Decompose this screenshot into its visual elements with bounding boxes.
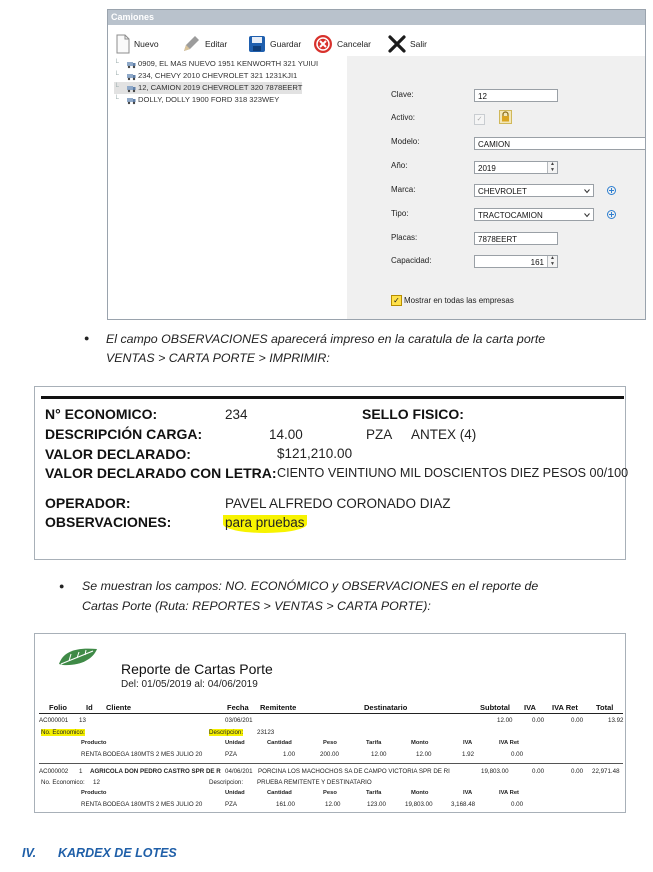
- tree-item[interactable]: [114, 58, 318, 70]
- row2-iva: 0.00: [532, 768, 545, 775]
- col-id: Id: [86, 703, 93, 712]
- row2-iva-ret: 0.00: [571, 768, 584, 775]
- tipo-label: Tipo:: [391, 209, 409, 218]
- tree-item-selected[interactable]: [114, 82, 302, 94]
- sub-unidad: Unidad: [225, 740, 245, 746]
- tree-item-label: 0909, EL MAS NUEVO 1951 KENWORTH 321 YUIUI: [138, 59, 319, 68]
- tree-item-label: 12, CAMION 2019 CHEVROLET 320 7878EERT: [138, 83, 303, 92]
- row1-peso: 200.00: [320, 751, 339, 758]
- cancelar-button[interactable]: [313, 33, 371, 55]
- no-economico-value: 234: [225, 407, 248, 422]
- sub-peso: Peso: [323, 740, 337, 746]
- section-number: IV.: [22, 846, 37, 860]
- cancel-icon: [313, 34, 333, 54]
- col-fecha: Fecha: [227, 703, 249, 712]
- truck-icon: [126, 59, 136, 69]
- valor-value: $121,210.00: [277, 446, 353, 461]
- sub-unidad: Unidad: [225, 790, 245, 796]
- row1-folio: AC000001: [39, 717, 69, 724]
- row1-p-iva: 1.92: [462, 751, 475, 758]
- row2-cantidad: 161.00: [276, 801, 295, 808]
- row2-cliente: AGRICOLA DON PEDRO CASTRO SPR DE R: [90, 768, 221, 775]
- observaciones-value: para pruebas: [223, 515, 307, 533]
- add-marca-icon[interactable]: [607, 186, 616, 195]
- row2-producto: RENTA BODEGA 180MTS 2 MES JULIO 20: [81, 801, 203, 808]
- reporte-cartas-porte: [34, 633, 626, 813]
- chevron-down-icon: [584, 188, 590, 194]
- camiones-tree: [108, 56, 348, 320]
- tree-item-label: 234, CHEVY 2010 CHEVROLET 321 1231KJI1: [138, 71, 298, 80]
- pencil-icon: [181, 34, 201, 54]
- row1-unidad: PZA: [225, 751, 238, 758]
- row2-no-economico-label: No. Economico:: [41, 779, 85, 786]
- modelo-label: Modelo:: [391, 137, 420, 146]
- placas-label: Placas:: [391, 233, 418, 242]
- row2-descripcion-label: Descripcion:: [209, 779, 244, 786]
- sub-monto: Monto: [411, 740, 429, 746]
- row1-fecha: 03/06/201: [225, 717, 253, 724]
- salir-label: Salir: [410, 39, 428, 49]
- row2-remitente: PORCINA LOS MACHOCHOS SA DE: [258, 768, 363, 775]
- truck-icon: [126, 71, 136, 81]
- col-total: Total: [596, 703, 614, 712]
- valor-letra-value: CIENTO VEINTIUNO MIL DOSCIENTOS DIEZ PESOS 00/100: [277, 466, 629, 480]
- row1-cantidad: 1.00: [283, 751, 296, 758]
- sello-label: SELLO FISICO:: [362, 406, 464, 422]
- valor-letra-label: VALOR DECLARADO CON LETRA:: [45, 465, 277, 481]
- editar-label: Editar: [205, 39, 228, 49]
- clave-input[interactable]: 12: [474, 89, 558, 102]
- nuevo-label: Nuevo: [134, 39, 159, 49]
- truck-icon: [126, 83, 136, 93]
- bullet1-line2: VENTAS > CARTA PORTE > IMPRIMIR:: [106, 351, 330, 365]
- nuevo-button[interactable]: [116, 33, 159, 55]
- tree-item[interactable]: [114, 94, 279, 106]
- capacidad-stepper[interactable]: [474, 255, 558, 268]
- marca-label: Marca:: [391, 185, 416, 194]
- activo-checkbox[interactable]: ✓: [474, 114, 485, 125]
- col-destinatario: Destinatario: [364, 703, 408, 712]
- sub-tarifa: Tarifa: [366, 790, 382, 796]
- row2-folio: AC000002: [39, 768, 69, 775]
- sub-producto: Producto: [81, 790, 107, 796]
- valor-label: VALOR DECLARADO:: [45, 446, 191, 462]
- save-icon: [248, 35, 266, 53]
- row1-descripcion: 23123: [257, 729, 275, 736]
- row2-peso: 12.00: [325, 801, 341, 808]
- row2-subtotal: 19,803.00: [481, 768, 509, 775]
- sub-iva-ret: IVA Ret: [499, 790, 519, 796]
- col-iva-ret: IVA Ret: [552, 703, 578, 712]
- row1-iva: 0.00: [532, 717, 545, 724]
- row2-unidad: PZA: [225, 801, 238, 808]
- tree-connector: └: [114, 72, 119, 79]
- sub-monto: Monto: [411, 790, 429, 796]
- marca-select[interactable]: [474, 184, 594, 197]
- row1-no-economico-label: No. Economico:: [41, 729, 85, 736]
- row1-p-iva-ret: 0.00: [511, 751, 524, 758]
- tipo-value: TRACTOCAMION: [478, 211, 543, 220]
- col-cliente: Cliente: [106, 703, 132, 712]
- row1-subtotal: 12.00: [497, 717, 513, 724]
- report-title: Reporte de Cartas Porte: [121, 661, 273, 677]
- sub-iva: IVA: [463, 790, 473, 796]
- camiones-window: [107, 9, 646, 320]
- row1-iva-ret: 0.00: [571, 717, 584, 724]
- bullet-dot: ●: [84, 333, 90, 343]
- marca-value: CHEVROLET: [478, 187, 527, 196]
- guardar-button[interactable]: [248, 33, 301, 55]
- sub-iva: IVA: [463, 740, 473, 746]
- row1-descripcion-label: Descripcion:: [209, 729, 244, 736]
- anio-label: Año:: [391, 161, 408, 170]
- capacidad-label: Capacidad:: [391, 256, 432, 265]
- new-document-icon: [116, 34, 130, 54]
- sub-tarifa: Tarifa: [366, 740, 382, 746]
- chevron-down-icon: [584, 212, 590, 218]
- capacidad-value: 161: [530, 258, 544, 267]
- clave-label: Clave:: [391, 90, 414, 99]
- row2-total: 22,971.48: [592, 768, 620, 775]
- lock-icon: [499, 110, 512, 124]
- row2-fecha: 04/06/201: [225, 768, 253, 775]
- mostrar-label: Mostrar en todas las empresas: [404, 296, 514, 305]
- row2-no-economico: 12: [93, 779, 100, 786]
- add-tipo-icon[interactable]: [607, 210, 616, 219]
- row2-destinatario: CAMPO VICTORIA SPR DE RI: [364, 768, 450, 775]
- report-range: Del: 01/05/2019 al: 04/06/2019: [121, 679, 258, 690]
- row2-id: 1: [79, 768, 83, 775]
- antex-value: ANTEX (4): [411, 427, 477, 442]
- bullet-dot: ●: [59, 581, 65, 591]
- tree-connector: └: [114, 84, 119, 91]
- truck-icon: [126, 95, 136, 105]
- placas-input[interactable]: 7878EERT: [474, 232, 558, 245]
- mostrar-checkbox[interactable]: ✓: [391, 295, 402, 306]
- sub-peso: Peso: [323, 790, 337, 796]
- observaciones-label: OBSERVACIONES:: [45, 514, 172, 530]
- row1-id: 13: [79, 717, 86, 724]
- col-remitente: Remitente: [260, 703, 297, 712]
- sub-producto: Producto: [81, 740, 107, 746]
- guardar-label: Guardar: [270, 39, 302, 49]
- row-divider: [39, 763, 623, 764]
- anio-value: 2019: [478, 164, 496, 173]
- col-subtotal: Subtotal: [480, 703, 510, 712]
- bullet2-line2: Cartas Porte (Ruta: REPORTES > VENTAS > CARTA PORTE):: [82, 599, 431, 613]
- row2-p-iva-ret: 0.00: [511, 801, 524, 808]
- cantidad-value: 14.00: [269, 427, 303, 442]
- section-title: KARDEX DE LOTES: [58, 846, 177, 860]
- row2-p-iva: 3,168.48: [451, 801, 476, 808]
- salir-button[interactable]: [388, 33, 427, 55]
- no-economico-label: N° ECONOMICO:: [45, 406, 158, 422]
- anio-stepper[interactable]: [474, 161, 558, 174]
- col-folio: Folio: [49, 703, 67, 712]
- operador-label: OPERADOR:: [45, 495, 131, 511]
- sub-cantidad: Cantidad: [267, 790, 292, 796]
- row1-producto: RENTA BODEGA 180MTS 2 MES JULIO 20: [81, 751, 203, 758]
- truck-form: [347, 56, 646, 320]
- tree-connector: └: [114, 96, 119, 103]
- leaf-logo-icon: [57, 644, 99, 668]
- editar-button[interactable]: [181, 33, 227, 55]
- bullet2-line1: Se muestran los campos: NO. ECONÓMICO y OBSERVACIONES en el reporte de: [82, 579, 539, 593]
- bullet1-line1: El campo OBSERVACIONES aparecerá impreso en la caratula de la carta porte: [106, 332, 546, 346]
- spinner-arrows-icon[interactable]: ▲ ▼: [547, 256, 557, 267]
- spinner-arrows-icon[interactable]: ▲ ▼: [547, 162, 557, 173]
- row1-total: 13.92: [608, 717, 624, 724]
- carta-porte-printout: [34, 386, 629, 560]
- activo-label: Activo:: [391, 113, 416, 122]
- row2-tarifa: 123.00: [367, 801, 386, 808]
- descripcion-label: DESCRIPCIÓN CARGA:: [45, 426, 203, 442]
- header-rule: [41, 396, 624, 399]
- modelo-input[interactable]: CAMION: [474, 137, 646, 150]
- unidad-value: PZA: [366, 427, 393, 442]
- tipo-select[interactable]: [474, 208, 594, 221]
- cancelar-label: Cancelar: [337, 39, 372, 49]
- header-divider: [39, 713, 623, 714]
- row2-monto: 19,803.00: [405, 801, 433, 808]
- row2-descripcion: PRUEBA REMITENTE Y DESTINATARIO: [257, 779, 372, 786]
- col-iva: IVA: [524, 703, 536, 712]
- sub-iva-ret: IVA Ret: [499, 740, 519, 746]
- sub-cantidad: Cantidad: [267, 740, 292, 746]
- operador-value: PAVEL ALFREDO CORONADO DIAZ: [225, 496, 451, 511]
- row1-monto: 12.00: [416, 751, 432, 758]
- tree-item[interactable]: [114, 70, 297, 82]
- close-icon: [388, 35, 406, 53]
- tree-connector: └: [114, 60, 119, 67]
- window-title: Camiones: [108, 10, 645, 25]
- tree-item-label: DOLLY, DOLLY 1900 FORD 318 323WEY: [138, 95, 280, 104]
- row1-tarifa: 12.00: [371, 751, 387, 758]
